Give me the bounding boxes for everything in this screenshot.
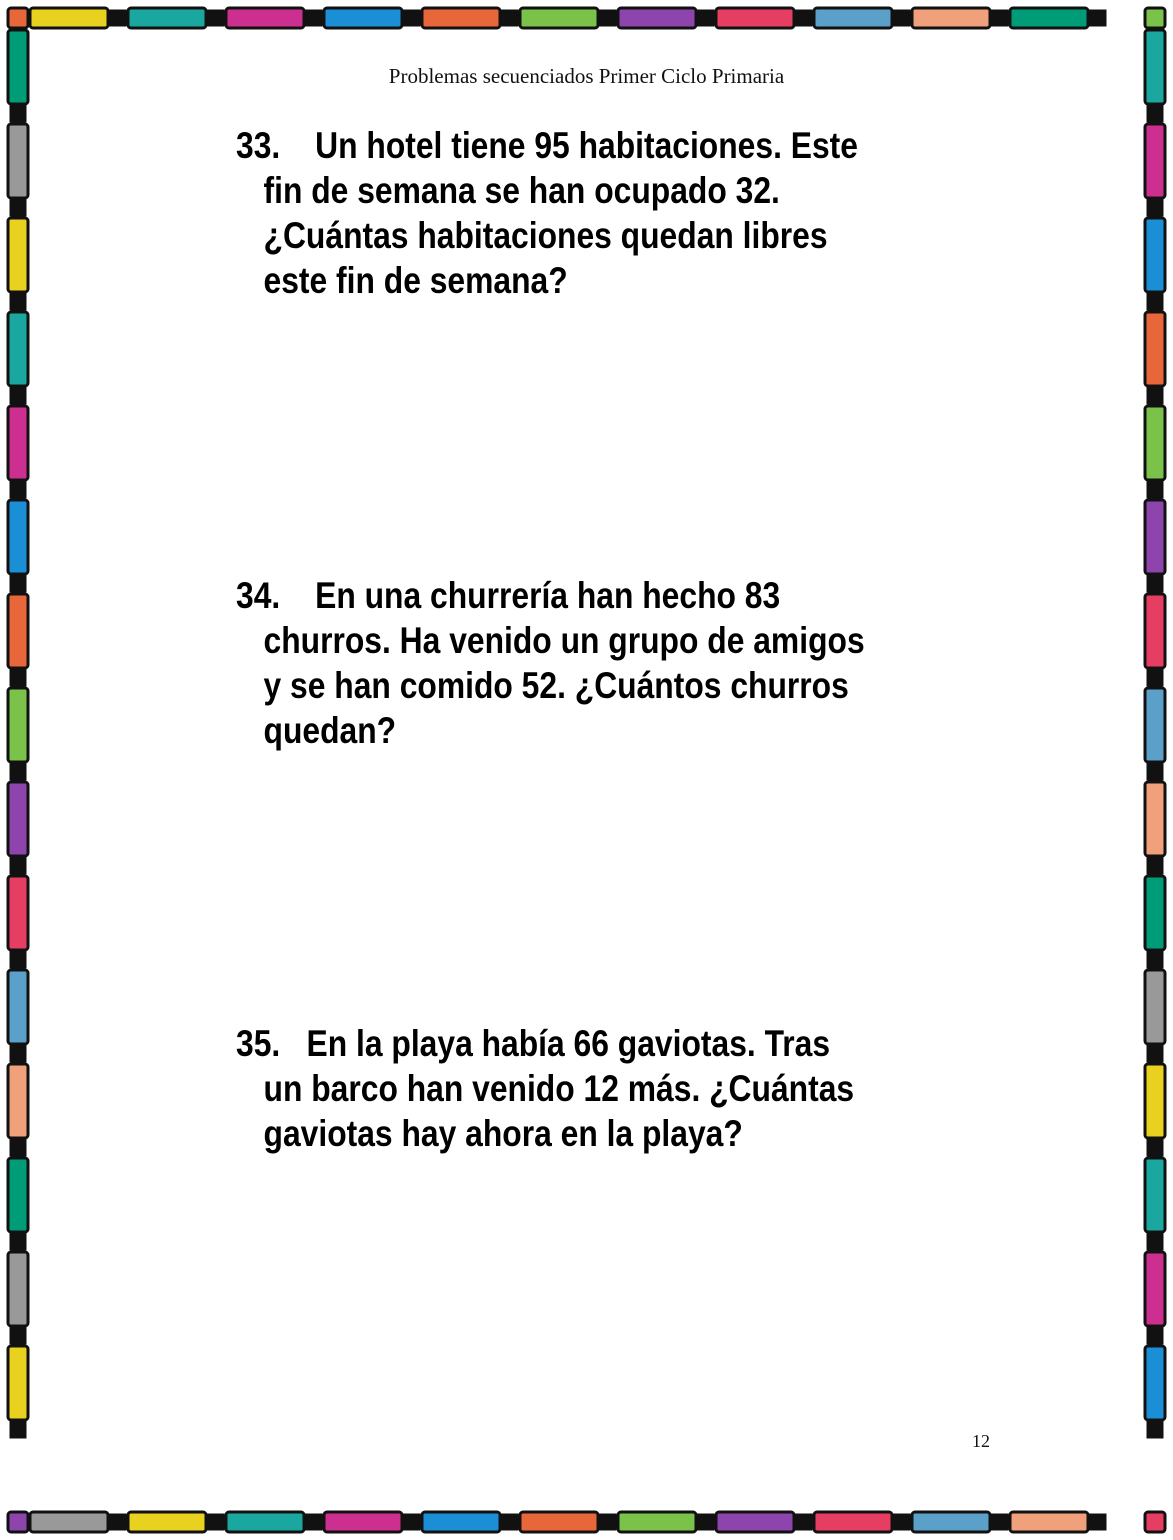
border-segment xyxy=(312,11,315,25)
border-segment xyxy=(1145,8,1165,28)
border-segment xyxy=(508,11,511,25)
border-segment xyxy=(1148,488,1162,491)
border-segment xyxy=(11,682,25,685)
border-segment xyxy=(110,1515,113,1529)
border-segment xyxy=(1096,1515,1099,1529)
border-segment xyxy=(8,1158,28,1232)
border-segment xyxy=(1148,388,1162,391)
problem-34 xyxy=(236,573,865,753)
border-segment xyxy=(122,1515,125,1529)
border-segment xyxy=(1148,1240,1162,1243)
border-segment xyxy=(11,106,25,109)
border-segment xyxy=(324,8,402,28)
border-segment xyxy=(1090,1515,1093,1529)
border-segment xyxy=(894,11,897,25)
border-segment xyxy=(1145,500,1165,574)
border-segment xyxy=(410,1515,413,1529)
border-segment xyxy=(1148,682,1162,685)
border-segment xyxy=(1148,1146,1162,1149)
border-segment xyxy=(11,764,25,767)
border-segment xyxy=(220,11,223,25)
border-segment xyxy=(11,206,25,209)
border-segment xyxy=(11,482,25,485)
border-segment xyxy=(1145,406,1165,480)
border-segment xyxy=(11,776,25,779)
problem-line: quedan? xyxy=(263,710,397,751)
border-segment xyxy=(11,488,25,491)
border-segment xyxy=(1148,206,1162,209)
problem-line: 34. En una churrería han hecho 83 xyxy=(236,575,781,616)
border-segment xyxy=(11,588,25,591)
border-segment xyxy=(802,1515,805,1529)
border-segment xyxy=(906,1515,909,1529)
border-segment xyxy=(8,8,28,28)
problem-line: fin de semana se han ocupado 32. xyxy=(263,170,780,211)
border-segment xyxy=(208,11,211,25)
border-segment xyxy=(1148,952,1162,955)
border-segment xyxy=(796,11,799,25)
border-segment xyxy=(1148,1058,1162,1061)
border-segment xyxy=(214,1515,217,1529)
border-segment xyxy=(1148,1428,1162,1431)
border-segment xyxy=(11,858,25,861)
border-segment xyxy=(11,1146,25,1149)
border-segment xyxy=(1004,1515,1007,1529)
border-segment xyxy=(11,388,25,391)
border-segment xyxy=(8,1064,28,1138)
border-segment xyxy=(404,11,407,25)
border-segment xyxy=(1148,588,1162,591)
border-segment xyxy=(606,1515,609,1529)
border-segment xyxy=(11,676,25,679)
problem-number: 34. xyxy=(236,575,281,616)
border-segment xyxy=(422,1512,500,1532)
border-segment xyxy=(992,1515,995,1529)
border-segment xyxy=(912,8,990,28)
border-segment xyxy=(1148,858,1162,861)
border-segment xyxy=(998,11,1001,25)
problem-line: ¿Cuántas habitaciones quedan libres xyxy=(263,215,828,256)
border-segment xyxy=(11,870,25,873)
border-segment xyxy=(1148,764,1162,767)
border-segment xyxy=(1145,312,1165,386)
border-segment xyxy=(30,8,108,28)
border-segment xyxy=(1148,576,1162,579)
border-segment xyxy=(11,1328,25,1331)
border-segment xyxy=(11,582,25,585)
problem-line: este fin de semana? xyxy=(263,260,568,301)
border-segment xyxy=(128,1512,206,1532)
border-segment xyxy=(30,1512,108,1532)
border-segment xyxy=(1148,112,1162,115)
problem-line: y se han comido 52. ¿Cuántos churros xyxy=(263,665,849,706)
problem-line: 35. En la playa había 66 gaviotas. Tras xyxy=(236,1023,831,1064)
border-segment xyxy=(1145,1158,1165,1232)
border-segment xyxy=(11,1246,25,1249)
border-segment xyxy=(8,1346,28,1420)
border-segment xyxy=(1145,782,1165,856)
border-segment xyxy=(606,11,609,25)
border-segment xyxy=(900,1515,903,1529)
border-segment xyxy=(306,11,309,25)
border-segment xyxy=(11,1428,25,1431)
border-segment xyxy=(808,11,811,25)
border-segment xyxy=(422,8,500,28)
border-segment xyxy=(324,1512,402,1532)
border-segment xyxy=(1148,1334,1162,1337)
border-segment xyxy=(214,11,217,25)
border-segment xyxy=(11,1058,25,1061)
border-segment xyxy=(912,1512,990,1532)
border-segment xyxy=(1148,494,1162,497)
border-segment xyxy=(8,312,28,386)
problem-number: 33. xyxy=(236,125,281,166)
border-segment xyxy=(704,11,707,25)
border-segment xyxy=(122,11,125,25)
border-segment xyxy=(906,11,909,25)
border-segment xyxy=(11,576,25,579)
border-segment xyxy=(508,1515,511,1529)
border-segment xyxy=(11,300,25,303)
border-segment xyxy=(11,1234,25,1237)
border-segment xyxy=(1148,482,1162,485)
border-segment xyxy=(8,594,28,668)
border-segment xyxy=(11,394,25,397)
border-segment xyxy=(710,11,713,25)
border-segment xyxy=(110,11,113,25)
border-segment xyxy=(600,1515,603,1529)
border-segment xyxy=(1148,870,1162,873)
border-segment xyxy=(716,1512,794,1532)
border-segment xyxy=(306,1515,309,1529)
border-segment xyxy=(416,11,419,25)
border-segment xyxy=(11,770,25,773)
border-segment xyxy=(1145,124,1165,198)
problem-35 xyxy=(236,1021,855,1156)
border-segment xyxy=(1148,676,1162,679)
border-segment xyxy=(1148,1234,1162,1237)
border-segment xyxy=(1148,306,1162,309)
border-segment xyxy=(11,1052,25,1055)
border-segment xyxy=(1102,11,1105,25)
border-segment xyxy=(618,8,696,28)
border-segment xyxy=(11,952,25,955)
border-segment xyxy=(410,11,413,25)
border-segment xyxy=(998,1515,1001,1529)
border-segment xyxy=(11,1340,25,1343)
border-segment xyxy=(11,1240,25,1243)
border-segment xyxy=(514,1515,517,1529)
border-segment xyxy=(226,8,304,28)
page-number: 12 xyxy=(972,1431,990,1451)
border-segment xyxy=(1145,1512,1165,1532)
border-segment xyxy=(318,11,321,25)
border-segment xyxy=(1145,1346,1165,1420)
border-segment xyxy=(514,11,517,25)
border-segment xyxy=(1148,770,1162,773)
border-segment xyxy=(404,1515,407,1529)
border-segment xyxy=(128,8,206,28)
border-segment xyxy=(8,124,28,198)
border-segment xyxy=(11,1422,25,1425)
problem-line: 33. Un hotel tiene 95 habitaciones. Este xyxy=(236,125,858,166)
border-segment xyxy=(1148,670,1162,673)
border-segment xyxy=(618,1512,696,1532)
border-segment xyxy=(416,1515,419,1529)
border-segment xyxy=(11,864,25,867)
border-segment xyxy=(116,1515,119,1529)
border-segment xyxy=(11,964,25,967)
border-segment xyxy=(11,1152,25,1155)
border-segment xyxy=(11,400,25,403)
border-segment xyxy=(1148,1140,1162,1143)
border-segment xyxy=(11,958,25,961)
border-segment xyxy=(698,11,701,25)
border-segment xyxy=(8,500,28,574)
border-segment xyxy=(1148,964,1162,967)
border-segment xyxy=(318,1515,321,1529)
border-segment xyxy=(116,11,119,25)
border-segment xyxy=(1148,1328,1162,1331)
border-segment xyxy=(208,1515,211,1529)
border-segment xyxy=(1148,1246,1162,1249)
border-segment xyxy=(11,306,25,309)
border-segment xyxy=(1148,1046,1162,1049)
border-segment xyxy=(11,112,25,115)
border-segment xyxy=(1145,1064,1165,1138)
border-segment xyxy=(600,11,603,25)
border-segment xyxy=(1090,11,1093,25)
border-segment xyxy=(612,11,615,25)
border-segment xyxy=(796,1515,799,1529)
border-segment xyxy=(1102,1515,1105,1529)
border-segment xyxy=(8,782,28,856)
border-segment xyxy=(1145,594,1165,668)
border-segment xyxy=(8,688,28,762)
border-segment xyxy=(1148,394,1162,397)
border-segment xyxy=(814,8,892,28)
border-segment xyxy=(1148,1052,1162,1055)
border-segment xyxy=(1148,400,1162,403)
border-segment xyxy=(1148,864,1162,867)
border-segment xyxy=(716,8,794,28)
border-segment xyxy=(1148,958,1162,961)
border-segment xyxy=(520,1512,598,1532)
border-segment xyxy=(11,1046,25,1049)
border-segment xyxy=(8,970,28,1044)
border-segment xyxy=(220,1515,223,1529)
border-segment xyxy=(520,8,598,28)
border-segment xyxy=(992,11,995,25)
border-segment xyxy=(1010,1512,1088,1532)
problem-line: churros. Ha venido un grupo de amigos xyxy=(263,620,865,661)
border-segment xyxy=(8,1252,28,1326)
border-segment xyxy=(502,1515,505,1529)
border-segment xyxy=(1148,1422,1162,1425)
border-segment xyxy=(1145,688,1165,762)
problem-line: gaviotas hay ahora en la playa? xyxy=(263,1113,743,1154)
border-segment xyxy=(1148,118,1162,121)
border-segment xyxy=(1148,106,1162,109)
border-segment xyxy=(11,294,25,297)
border-segment xyxy=(710,1515,713,1529)
border-segment xyxy=(1145,1252,1165,1326)
border-segment xyxy=(814,1512,892,1532)
border-segment xyxy=(704,1515,707,1529)
border-segment xyxy=(226,1512,304,1532)
page-header: Problemas secuenciados Primer Ciclo Primaria xyxy=(388,64,785,88)
border-segment xyxy=(1148,1152,1162,1155)
border-segment xyxy=(1148,300,1162,303)
border-segment xyxy=(11,1334,25,1337)
border-segment xyxy=(802,11,805,25)
border-segment xyxy=(1148,1340,1162,1343)
border-segment xyxy=(8,406,28,480)
border-segment xyxy=(1145,218,1165,292)
border-segment xyxy=(894,1515,897,1529)
border-segment xyxy=(8,218,28,292)
border-segment xyxy=(11,212,25,215)
problem-number: 35. xyxy=(236,1023,281,1064)
border-segment xyxy=(8,876,28,950)
border-segment xyxy=(1148,582,1162,585)
problem-line: un barco han venido 12 más. ¿Cuántas xyxy=(263,1068,855,1109)
border-segment xyxy=(1010,8,1088,28)
border-segment xyxy=(1145,876,1165,950)
border-segment xyxy=(8,1512,28,1532)
border-segment xyxy=(11,1140,25,1143)
border-segment xyxy=(1148,294,1162,297)
border-segment xyxy=(900,11,903,25)
border-segment xyxy=(1145,970,1165,1044)
border-segment xyxy=(312,1515,315,1529)
border-segment xyxy=(1148,200,1162,203)
problem-33 xyxy=(236,123,858,303)
border-segment xyxy=(1148,212,1162,215)
border-segment xyxy=(1004,11,1007,25)
border-segment xyxy=(1096,11,1099,25)
border-segment xyxy=(11,494,25,497)
border-segment xyxy=(612,1515,615,1529)
border-segment xyxy=(698,1515,701,1529)
border-segment xyxy=(502,11,505,25)
border-segment xyxy=(11,670,25,673)
border-segment xyxy=(11,118,25,121)
border-segment xyxy=(808,1515,811,1529)
border-segment xyxy=(1148,776,1162,779)
border-segment xyxy=(11,1434,25,1437)
border-segment xyxy=(1148,1434,1162,1437)
border-segment xyxy=(11,200,25,203)
